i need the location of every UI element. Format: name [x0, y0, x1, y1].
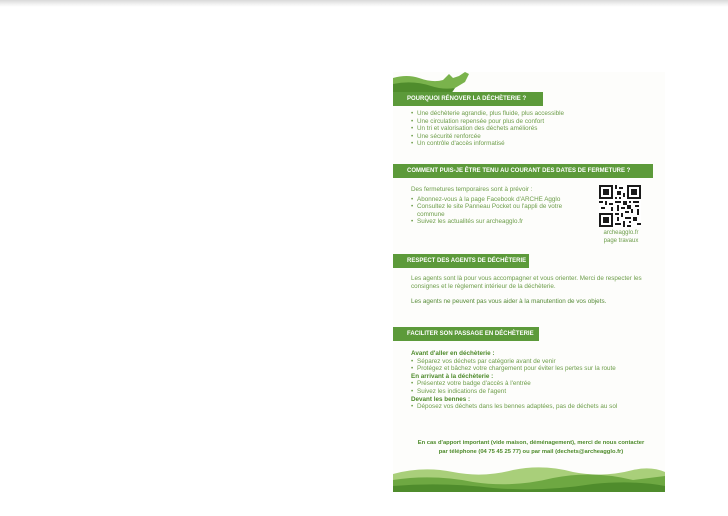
hills-decoration-top [393, 72, 473, 94]
section-header-respect: RESPECT DES AGENTS DE DÉCHÈTERIE [393, 254, 529, 268]
list-item: • Une circulation repensée pour plus de confort [417, 118, 564, 126]
section-header-why: POURQUOI RÉNOVER LA DÉCHÈTERIE ? [393, 92, 543, 106]
why-list [411, 110, 564, 148]
flyer-page [393, 72, 665, 492]
scan-top-edge [0, 0, 728, 7]
list-item: • Une sécurité renforcée [417, 133, 564, 141]
hills-decoration-bottom [393, 464, 665, 492]
list-item: • Un contrôle d'accès informatisé [417, 140, 564, 148]
contact-notice [403, 439, 659, 457]
list-item: • Protégez et bâchez votre chargement pour éviter les pertes sur la route [417, 365, 657, 373]
respect-block [411, 275, 657, 306]
qr-code-icon [599, 185, 641, 227]
qr-caption [591, 230, 651, 245]
list-item: • Abonnez-vous à la page Facebook d'ARCHE Agglo [417, 196, 587, 204]
list-item: • Un tri et valorisation des déchets améliorés [417, 125, 564, 133]
bins-title: Devant les bennes : [411, 395, 471, 403]
list-item: • Suivez les actualités sur archeagglo.fr [417, 218, 587, 226]
contact-line-1: En cas d'apport important (vide maison, déménagement), merci de nous contacter [417, 440, 645, 446]
news-intro: Des fermetures temporaires sont à prévoir : [411, 186, 533, 193]
respect-paragraph: Les agents sont là pour vous accompagner et vous orienter. Merci de respecter les consignes et le règlement intérieur de la déchèterie. [411, 275, 642, 290]
list-item: • Une déchèterie agrandie, plus fluide, plus accessible [417, 110, 564, 118]
before-title: Avant d'aller en déchèterie : [411, 350, 495, 357]
list-item: • Séparez vos déchets par catégorie avant de venir [417, 358, 657, 366]
arrival-title: En arrivant à la déchèterie : [411, 372, 494, 380]
respect-notice: Les agents ne peuvent pas vous aider à la manutention de vos objets. [411, 298, 607, 306]
section-header-ease: FACILITER SON PASSAGE EN DÉCHÈTERIE [393, 327, 539, 341]
contact-line-2: par téléphone (04 75 45 25 77) ou par mail (dechets@archeagglo.fr) [438, 449, 624, 455]
section-header-news: COMMENT PUIS-JE ÊTRE TENU AU COURANT DES DATES DE FERMETURE ? [393, 164, 653, 178]
list-item: • Déposez vos déchets dans les bennes adaptées, pas de déchets au sol [417, 403, 657, 411]
news-block [411, 186, 587, 226]
ease-block [411, 350, 657, 411]
list-item: • Suivez les indications de l'agent [417, 388, 657, 396]
list-item: • Consultez le site Panneau Pocket ou l'appli de votre commune [417, 203, 587, 218]
qr-caption-page: page travaux [603, 237, 639, 244]
qr-caption-url: archeagglo.fr [603, 230, 639, 236]
list-item: • Présentez votre badge d'accès à l'entrée [417, 380, 657, 388]
